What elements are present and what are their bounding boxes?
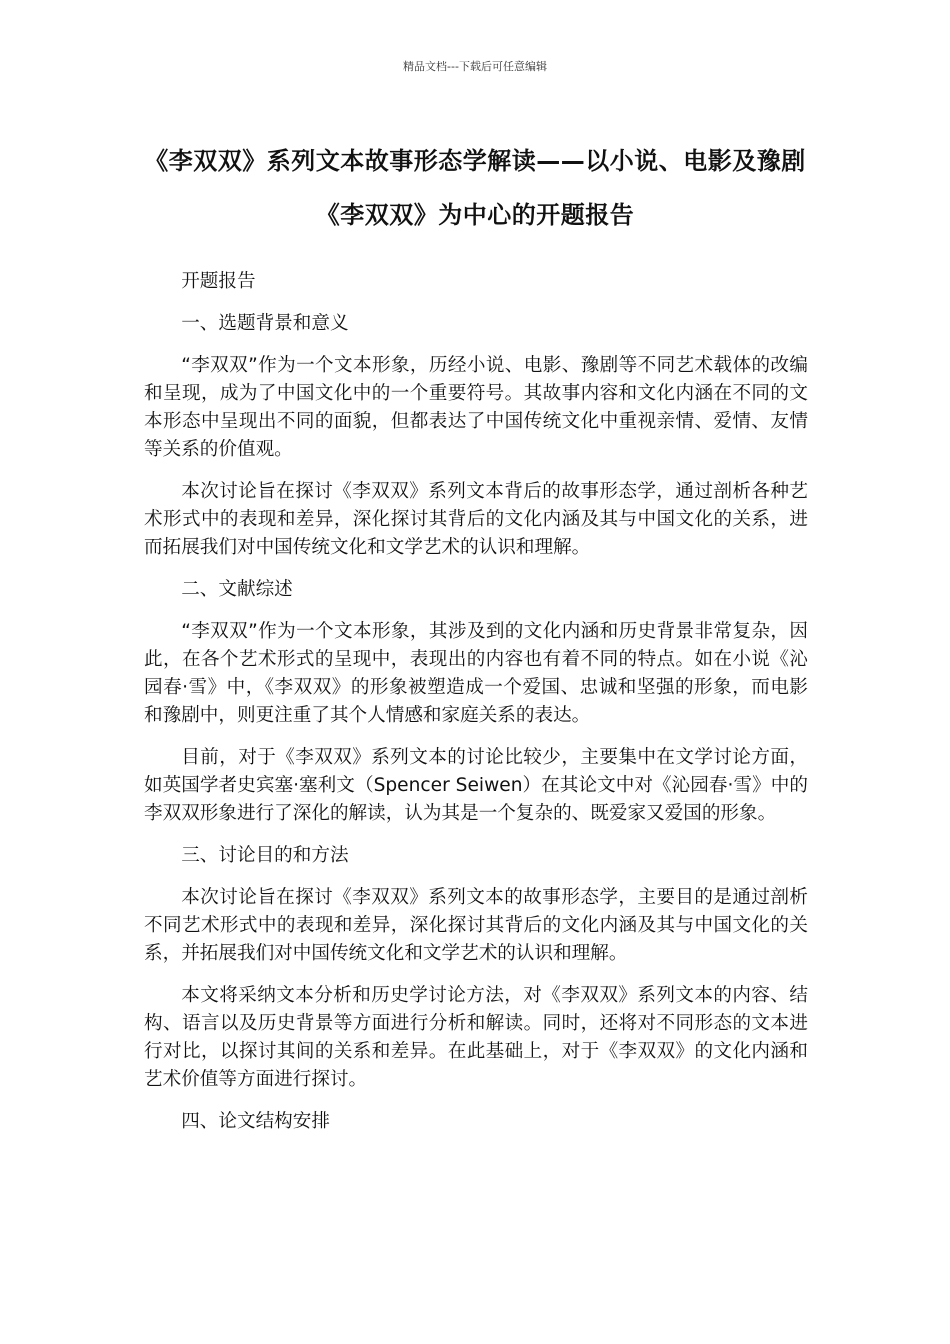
section-heading-purpose-methods: 三、讨论目的和方法 bbox=[181, 845, 349, 866]
body-paragraph: 目前，对于《李双双》系列文本的讨论比较少，主要集中在文学讨论方面，如英国学者史宾塞·塞利文（Spencer Seiwen）在其论文中对《沁园春·雪》中的李双双形象进行了深化的解读，认为其是一个复杂的、既爱家又爱国的形象。 bbox=[144, 747, 808, 824]
document-title: 《李双双》系列文本故事形态学解读——以小说、电影及豫剧《李双双》为中心的开题报告 bbox=[144, 147, 806, 229]
page-header-note: 精品文档---下载后可任意编辑 bbox=[403, 60, 547, 73]
section-label-report: 开题报告 bbox=[181, 271, 256, 292]
body-paragraph: 本次讨论旨在探讨《李双双》系列文本的故事形态学，主要目的是通过剖析不同艺术形式中的表现和差异，深化探讨其背后的文化内涵及其与中国文化的关系，并拓展我们对中国传统文化和文学艺术的认识和理解。 bbox=[144, 887, 808, 964]
body-paragraph: “李双双”作为一个文本形象，其涉及到的文化内涵和历史背景非常复杂，因此，在各个艺术形式的呈现中，表现出的内容也有着不同的特点。如在小说《沁园春·雪》中，《李双双》的形象被塑造成一个爱国、忠诚和坚强的形象，而电影和豫剧中，则更注重了其个人情感和家庭关系的表达。 bbox=[144, 621, 808, 726]
section-heading-structure: 四、论文结构安排 bbox=[181, 1111, 330, 1132]
body-paragraph: “李双双”作为一个文本形象，历经小说、电影、豫剧等不同艺术载体的改编和呈现，成为了中国文化中的一个重要符号。其故事内容和文化内涵在不同的文本形态中呈现出不同的面貌，但都表达了中国传统文化中重视亲情、爱情、友情等关系的价值观。 bbox=[144, 355, 808, 460]
body-paragraph: 本次讨论旨在探讨《李双双》系列文本背后的故事形态学，通过剖析各种艺术形式中的表现和差异，深化探讨其背后的文化内涵及其与中国文化的关系，进而拓展我们对中国传统文化和文学艺术的认识和理解。 bbox=[144, 481, 808, 558]
document-body bbox=[144, 268, 808, 1150]
section-heading-literature-review: 二、文献综述 bbox=[181, 579, 293, 600]
section-heading-background: 一、选题背景和意义 bbox=[181, 313, 349, 334]
body-paragraph: 本文将采纳文本分析和历史学讨论方法，对《李双双》系列文本的内容、结构、语言以及历史背景等方面进行分析和解读。同时，还将对不同形态的文本进行对比，以探讨其间的关系和差异。在此基础上，对于《李双双》的文化内涵和艺术价值等方面进行探讨。 bbox=[144, 985, 808, 1090]
